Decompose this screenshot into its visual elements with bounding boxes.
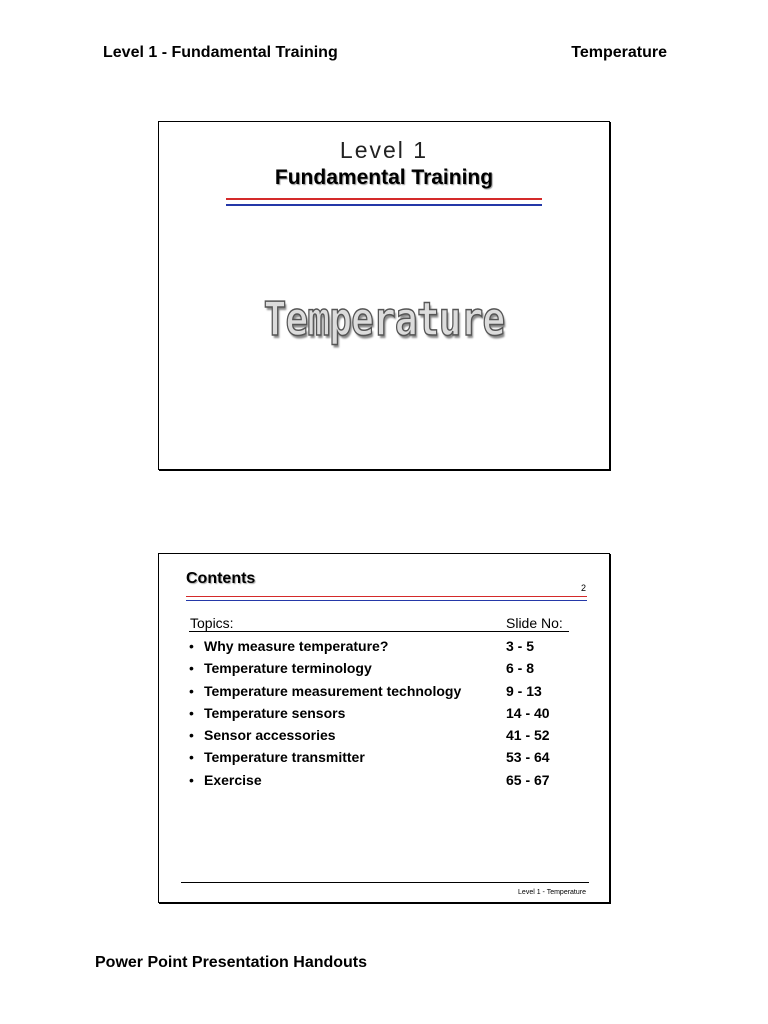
slide-range: 65 - 67 (506, 771, 550, 788)
list-item (189, 660, 589, 682)
topic-label: Why measure temperature? (204, 638, 389, 654)
slide-level-label: Level 1 (339, 137, 429, 163)
contents-title: Contents (186, 570, 256, 587)
page-footer: Power Point Presentation Handouts (95, 954, 368, 971)
list-item (189, 683, 589, 705)
slide-big-title: Temperature (263, 292, 505, 346)
red-rule (226, 198, 542, 200)
topic-label: Temperature terminology (204, 660, 372, 677)
slide-range: 6 - 8 (506, 660, 535, 677)
bullet-icon: • (189, 682, 194, 699)
slide-range: 14 - 40 (506, 704, 550, 721)
slide-no-column-header: Slide No: (506, 615, 563, 631)
title-slide (158, 121, 610, 470)
slide-range: 3 - 5 (506, 638, 535, 654)
bullet-icon: • (189, 638, 194, 654)
slide-subtitle: Fundamental Training (274, 166, 494, 189)
bullet-icon: • (189, 660, 194, 677)
topics-column-header: Topics: (190, 615, 234, 631)
list-item (189, 705, 589, 727)
topic-label: Temperature sensors (204, 704, 346, 721)
list-item (189, 727, 589, 749)
contents-slide (158, 553, 610, 903)
slide-range: 53 - 64 (506, 749, 550, 766)
bullet-icon: • (189, 727, 194, 744)
bullet-icon: • (189, 749, 194, 766)
blue-rule (186, 600, 587, 601)
page-header-topic: Temperature (571, 44, 667, 61)
bullet-icon: • (189, 771, 194, 788)
slide-footer-text: Level 1 - Temperature (518, 889, 586, 896)
topic-label: Temperature transmitter (204, 749, 365, 766)
page-header-title: Level 1 - Fundamental Training (103, 44, 338, 61)
topic-label: Sensor accessories (204, 727, 336, 744)
bullet-icon: • (189, 704, 194, 721)
list-item (189, 749, 589, 771)
list-item (189, 772, 589, 794)
slide-number: 2 (580, 583, 586, 593)
red-rule (186, 596, 587, 597)
header-underline (189, 631, 569, 632)
slide-range: 41 - 52 (506, 727, 550, 744)
list-item (189, 638, 589, 660)
topic-label: Temperature measurement technology (204, 682, 462, 699)
contents-list (189, 638, 589, 794)
slide-range: 9 - 13 (506, 682, 542, 699)
blue-rule (226, 204, 542, 206)
slide-footer-rule (181, 882, 589, 883)
topic-label: Exercise (204, 771, 262, 788)
